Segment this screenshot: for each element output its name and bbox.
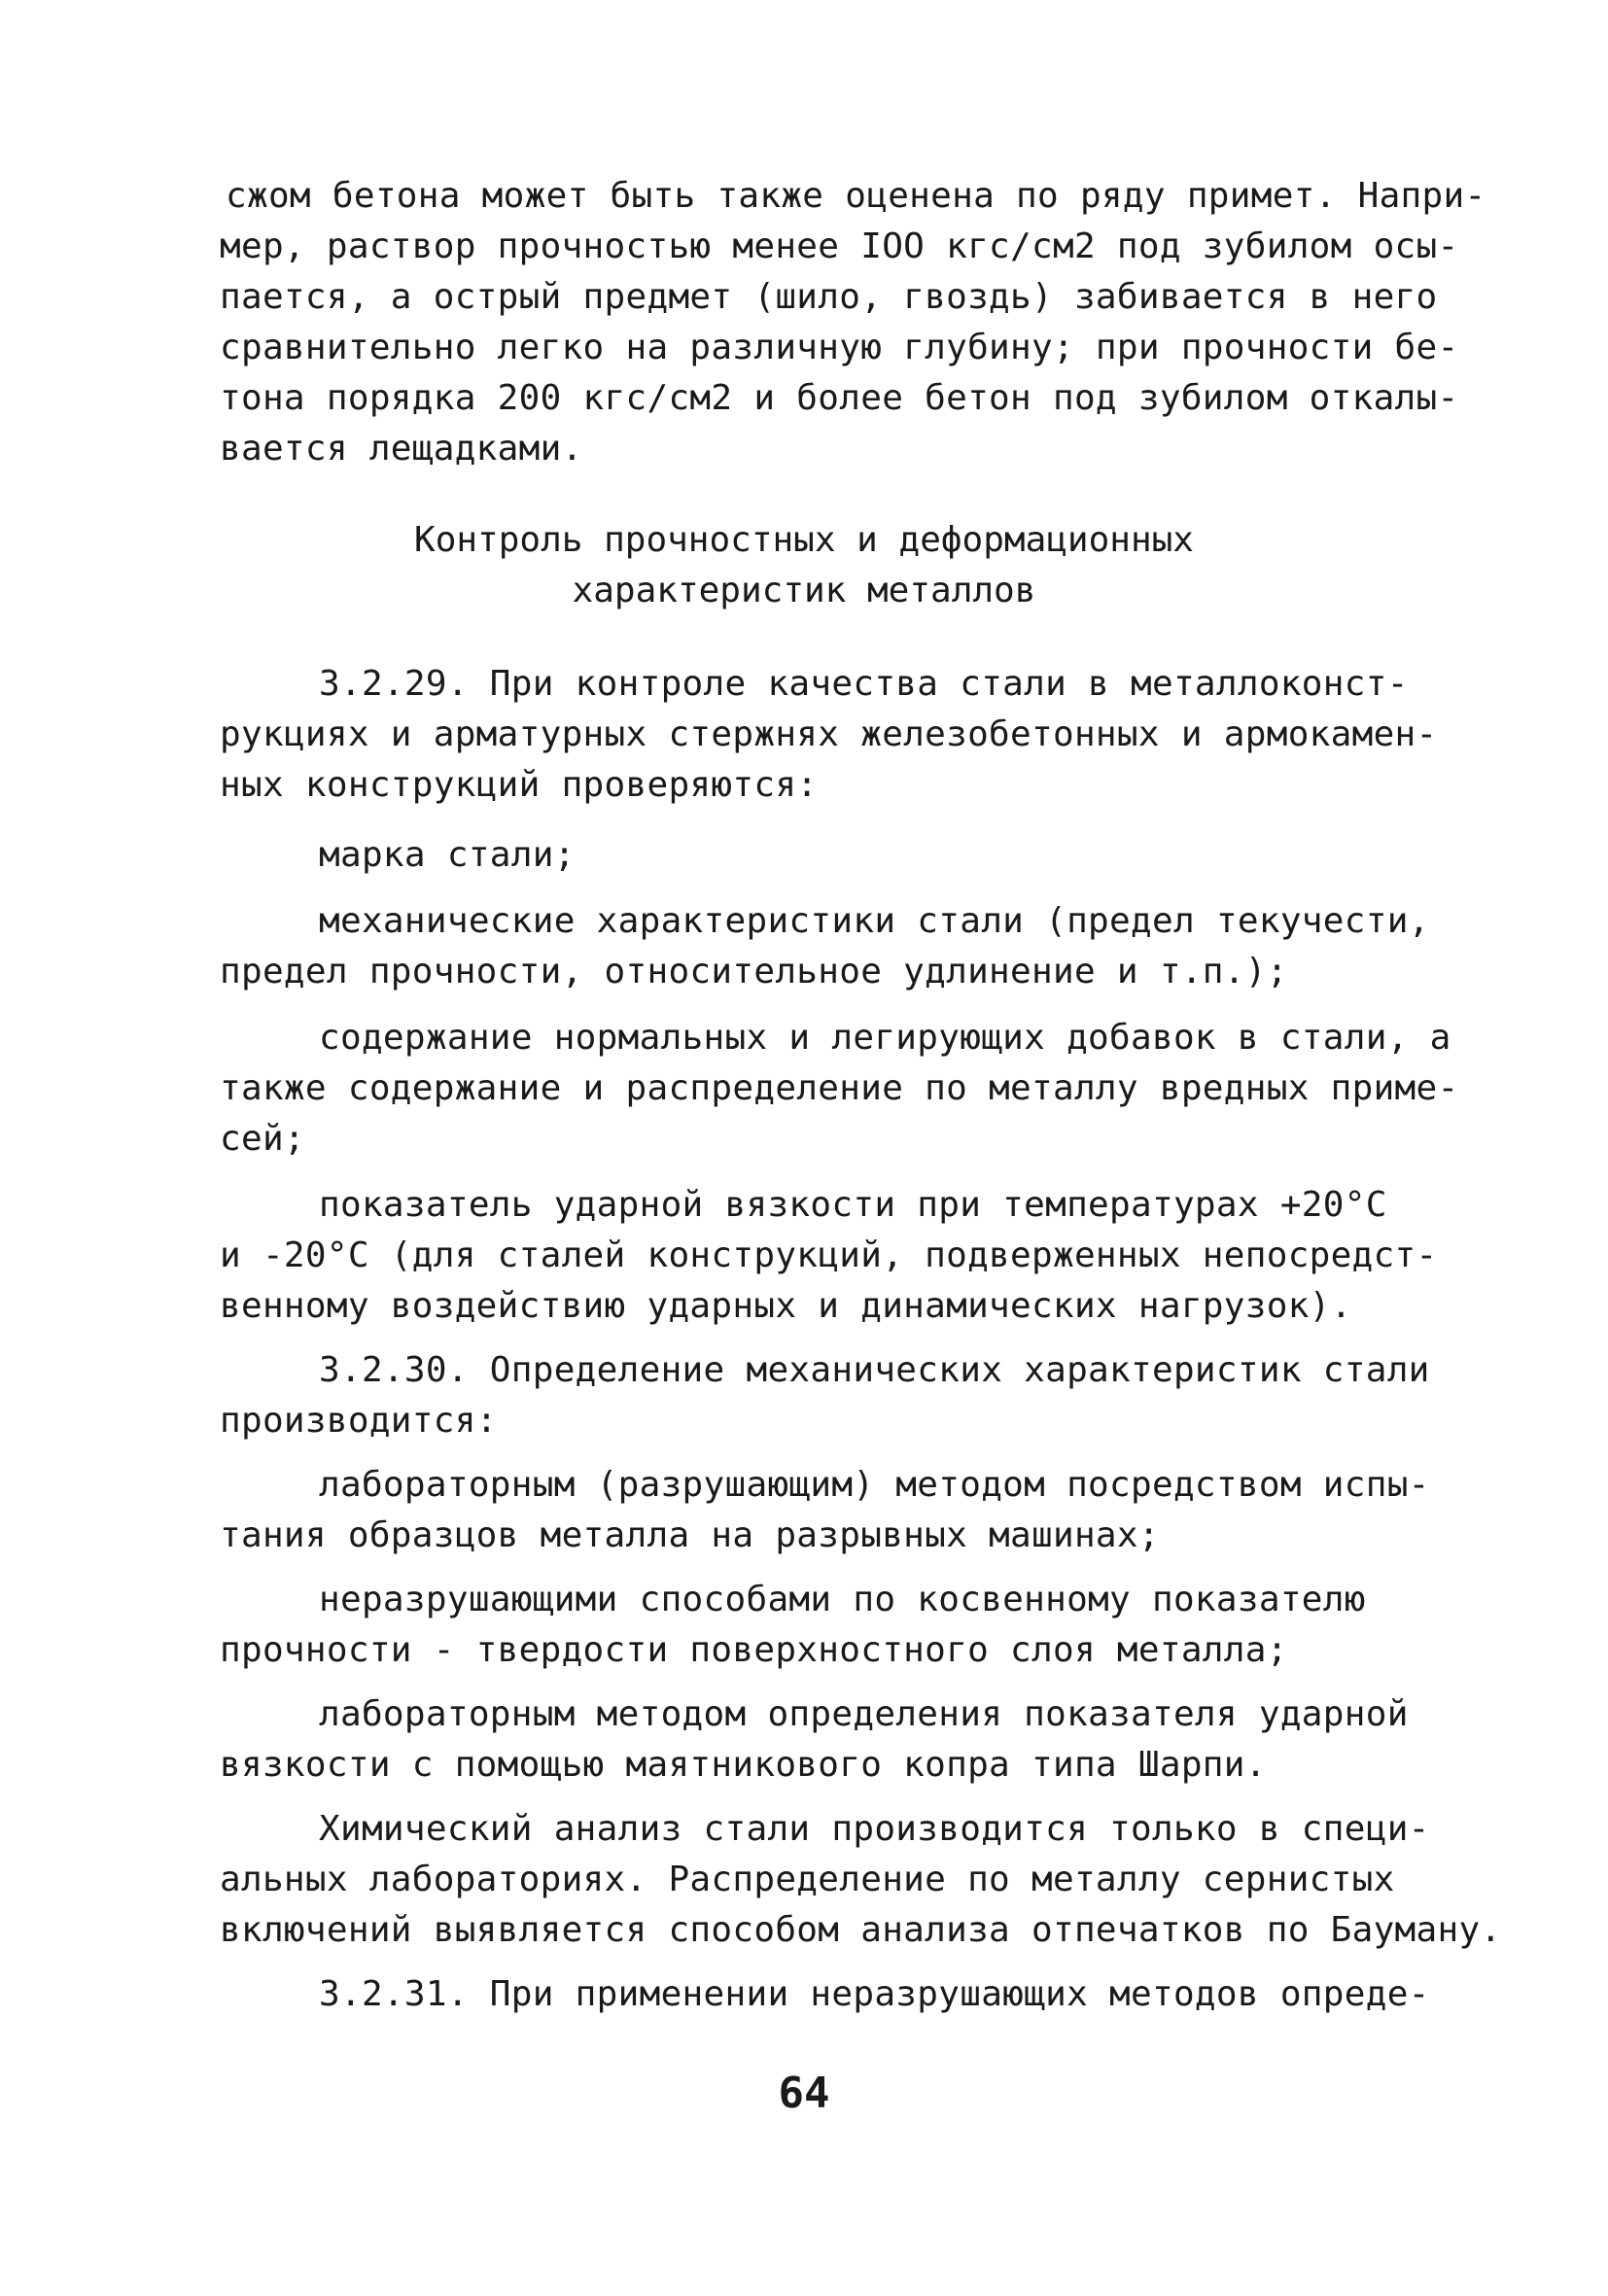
section-heading-line-2: характеристик металлов — [572, 571, 1036, 610]
text-line: вязкости с помощью маятникового копра типа Шарпи. — [220, 1745, 1267, 1785]
text-line: включений выявляется способом анализа отпечатков по Бауману. — [220, 1910, 1502, 1950]
text-line: производится: — [220, 1401, 498, 1441]
text-line: 3.2.31. При применении неразрушающих методов опреде- — [319, 1974, 1430, 2014]
text-line: сравнительно легко на различную глубину; при прочности бе- — [220, 328, 1459, 367]
text-line: сжом бетона может быть также оценена по ряду примет. Напри- — [226, 176, 1486, 216]
text-line: ных конструкций проверяются: — [220, 765, 819, 805]
text-line: и -20°С (для сталей конструкций, подверженных непосредст- — [220, 1235, 1438, 1275]
text-line: 3.2.29. При контроле качества стали в металлоконст- — [319, 664, 1409, 704]
section-heading-line-1: Контроль прочностных и деформационных — [414, 520, 1194, 560]
text-line: тания образцов металла на разрывных машинах; — [220, 1515, 1160, 1555]
text-line: неразрушающими способами по косвенному показателю — [319, 1580, 1366, 1619]
text-line: рукциях и арматурных стержнях железобетонных и армокамен- — [220, 714, 1438, 754]
text-line: венному воздействию ударных и динамических нагрузок). — [220, 1286, 1352, 1326]
text-line: Химический анализ стали производится только в специ- — [319, 1809, 1430, 1849]
text-line: 3.2.30. Определение механических характеристик стали — [319, 1350, 1430, 1390]
text-line: показатель ударной вязкости при температурах +20°С — [319, 1185, 1387, 1225]
text-line: лабораторным (разрушающим) методом посредством испы- — [319, 1465, 1430, 1505]
text-line: сей; — [220, 1119, 305, 1159]
text-line: лабораторным методом определения показателя ударной — [319, 1694, 1409, 1734]
text-line: предел прочности, относительное удлинение и т.п.); — [220, 952, 1288, 991]
page-number: 64 — [778, 2069, 830, 2118]
text-line: также содержание и распределение по металлу вредных приме- — [220, 1068, 1459, 1108]
text-line: мер, раствор прочностью менее IOO кгс/см2 под зубилом осы- — [220, 226, 1459, 266]
text-line: марка стали; — [319, 835, 576, 875]
text-line: пается, а острый предмет (шило, гвоздь) забивается в него — [220, 277, 1438, 317]
text-line: механические характеристики стали (предел текучести, — [319, 901, 1430, 941]
text-line: содержание нормальных и легирующих добавок в стали, а — [319, 1018, 1451, 1058]
text-line: вается лещадками. — [220, 429, 583, 469]
text-line: тона порядка 200 кгс/см2 и более бетон под зубилом откалы- — [220, 378, 1459, 418]
text-line: альных лабораториях. Распределение по металлу сернистых — [220, 1860, 1395, 1899]
text-line: прочности - твердости поверхностного слоя металла; — [220, 1630, 1288, 1670]
